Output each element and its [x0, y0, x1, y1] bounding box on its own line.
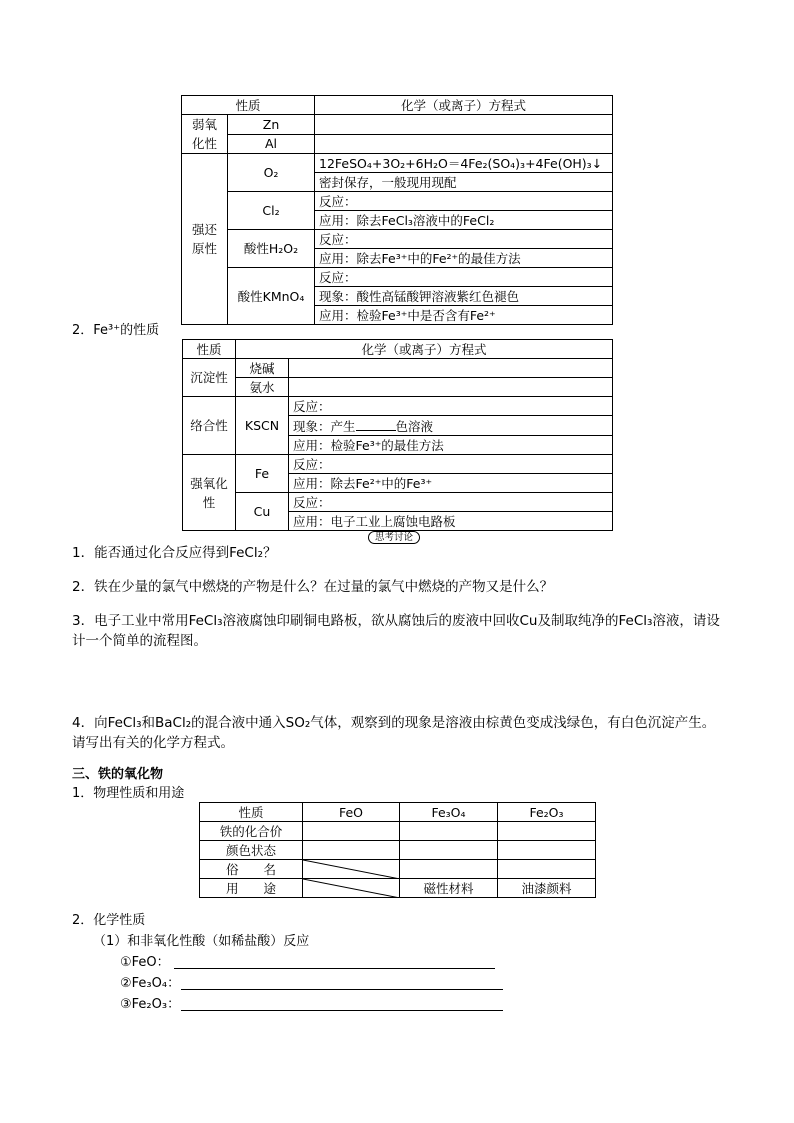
subsection-physical: 1．物理性质和用途 — [72, 786, 185, 801]
reagent-fe: Fe — [236, 455, 289, 493]
think-discuss-badge: 思考讨论 — [368, 531, 420, 544]
header-equation: 化学（或离子）方程式 — [315, 96, 613, 115]
complexation-label: 络合性 — [183, 397, 236, 455]
header-property: 性质 — [183, 340, 236, 359]
header-property: 性质 — [182, 96, 315, 115]
kmno4-reaction: 反应： — [315, 268, 613, 287]
row-color-state: 颜色状态 — [200, 841, 303, 860]
equation-cell — [315, 134, 613, 154]
reagent-o2: O₂ — [228, 154, 315, 192]
fe2-properties-table — [181, 95, 613, 325]
question-3: 3．电子工业中常用FeCl₃溶液腐蚀印刷铜电路板，欲从腐蚀后的废液中回收Cu及制取纯净的FeCl₃溶液，请设计一个简单的流程图。 — [72, 613, 720, 649]
kscn-reaction: 反应： — [289, 397, 613, 416]
header-equation: 化学（或离子）方程式 — [236, 340, 613, 359]
cl2-application: 应用：除去FeCl₃溶液中的FeCl₂ — [315, 211, 613, 230]
answer-line-feo[interactable] — [174, 968, 495, 969]
item-fe3o4-label: ②Fe₃O₄： — [120, 976, 181, 991]
fe3-heading: 2．Fe³⁺的性质 — [72, 323, 160, 338]
fe-reaction: 反应： — [289, 455, 613, 474]
cl2-reaction: 反应： — [315, 192, 613, 211]
reagent-kscn: KSCN — [236, 397, 289, 455]
subsection-chemical: 2．化学性质 — [72, 913, 146, 928]
common-name-fe3o4 — [400, 860, 498, 879]
item-fe2o3-label: ③Fe₂O₃： — [120, 997, 181, 1012]
question-1: 1．能否通过化合反应得到FeCl₂？ — [72, 545, 277, 561]
cell — [303, 822, 400, 841]
cell — [498, 822, 596, 841]
reagent-kmno4: 酸性KMnO₄ — [228, 268, 315, 325]
strong-reduction-label: 强还原性 — [182, 154, 228, 325]
equation-cell — [315, 115, 613, 135]
cu-reaction: 反应： — [289, 493, 613, 512]
weak-oxidation-label: 弱氧化性 — [182, 115, 228, 154]
precipitation-label: 沉淀性 — [183, 359, 236, 397]
reagent-h2o2: 酸性H₂O₂ — [228, 230, 315, 268]
header-fe3o4: Fe₃O₄ — [400, 803, 498, 822]
answer-line-fe2o3[interactable] — [181, 1010, 503, 1011]
item-feo-label: ①FeO： — [120, 955, 170, 970]
reagent-zn: Zn — [228, 115, 315, 135]
kmno4-application: 应用：检验Fe³⁺中是否含有Fe²⁺ — [315, 306, 613, 325]
fe-application: 应用：除去Fe²⁺中的Fe³⁺ — [289, 474, 613, 493]
row-common-name: 俗 名 — [200, 860, 303, 879]
diagonal-slash — [303, 879, 400, 898]
h2o2-reaction: 反应： — [315, 230, 613, 249]
cu-application: 应用：电子工业上腐蚀电路板 — [289, 512, 613, 531]
crossed-cell — [303, 860, 400, 879]
cell — [303, 841, 400, 860]
o2-equation: 12FeSO₄+3O₂+6H₂O＝4Fe₂(SO₄)₃+4Fe(OH)₃↓ — [315, 154, 613, 173]
fill-blank[interactable] — [356, 416, 396, 431]
h2o2-application: 应用：除去Fe³⁺中的Fe²⁺的最佳方法 — [315, 249, 613, 268]
use-fe3o4: 磁性材料 — [400, 879, 498, 898]
reagent-ammonia: 氨水 — [236, 378, 289, 397]
o2-storage-note: 密封保存，一般现用现配 — [315, 173, 613, 192]
reagent-cu: Cu — [236, 493, 289, 531]
reagent-al: Al — [228, 134, 315, 154]
header-property: 性质 — [200, 803, 303, 822]
strong-oxidation-label: 强氧化性 — [183, 455, 236, 531]
common-name-fe2o3 — [498, 860, 596, 879]
subsection-acid-reaction: （1）和非氧化性酸（如稀盐酸）反应 — [93, 934, 310, 949]
cell — [400, 822, 498, 841]
header-feo: FeO — [303, 803, 400, 822]
question-2: 2．铁在少量的氯气中燃烧的产物是什么？在过量的氯气中燃烧的产物又是什么？ — [72, 579, 554, 595]
use-fe2o3: 油漆颜料 — [498, 879, 596, 898]
answer-line-fe3o4[interactable] — [181, 989, 503, 990]
header-fe2o3: Fe₂O₃ — [498, 803, 596, 822]
crossed-cell — [303, 879, 400, 898]
question-4: 4．向FeCl₃和BaCl₂的混合液中通入SO₂气体，观察到的现象是溶液由棕黄色变成浅绿色，有白色沉淀产生。请写出有关的化学方程式。 — [72, 715, 716, 751]
row-valence: 铁的化合价 — [200, 822, 303, 841]
kmno4-phenomenon: 现象：酸性高锰酸钾溶液紫红色褪色 — [315, 287, 613, 306]
reagent-naoh: 烧碱 — [236, 359, 289, 378]
kscn-application: 应用：检验Fe³⁺的最佳方法 — [289, 436, 613, 455]
equation-cell — [289, 378, 613, 397]
row-use: 用 途 — [200, 879, 303, 898]
cell — [498, 841, 596, 860]
kscn-phenomenon: 现象：产生 色溶液 — [289, 416, 613, 436]
fe3-properties-table — [182, 339, 613, 531]
diagonal-slash — [303, 860, 400, 879]
cell — [400, 841, 498, 860]
iron-oxide-table — [199, 802, 596, 898]
section-title: 三、铁的氧化物 — [72, 767, 164, 782]
equation-cell — [289, 359, 613, 378]
reagent-cl2: Cl₂ — [228, 192, 315, 230]
